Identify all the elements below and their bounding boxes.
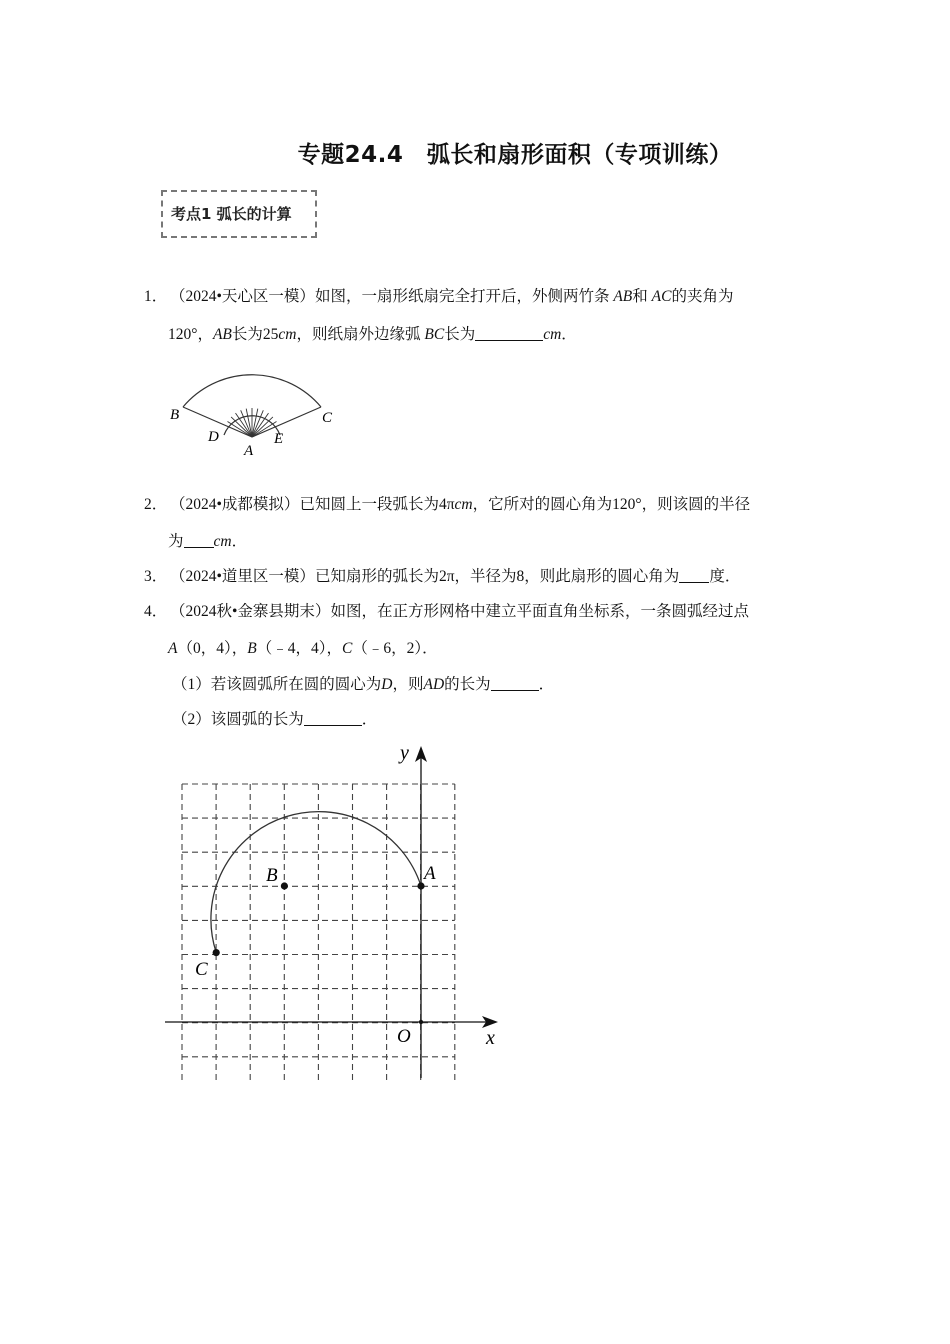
q1-number: 1． xyxy=(144,288,168,305)
q4-ad: AD xyxy=(423,676,445,693)
dashed-grid xyxy=(182,784,455,1083)
q3-source: （2024•道里区一模） xyxy=(170,568,315,585)
label-a: A xyxy=(424,863,436,884)
label-o: O xyxy=(397,1026,411,1047)
q1-text: 的夹角为 xyxy=(671,288,734,305)
label-y: y xyxy=(400,742,409,764)
fan-figure xyxy=(166,355,346,460)
q3-number: 3． xyxy=(144,568,168,585)
q4-line2 xyxy=(168,638,438,660)
q2-value: 4π xyxy=(438,496,455,513)
page-title: 专题24.4 弧长和扇形面积（专项训练） xyxy=(297,142,733,168)
q1-text: 和 xyxy=(632,288,648,305)
q3-answer-blank[interactable] xyxy=(679,566,709,583)
q4-sub2-answer-blank[interactable] xyxy=(304,709,362,726)
q2-source: （2024•成都模拟） xyxy=(170,496,300,513)
q1-ab: AB xyxy=(613,288,633,305)
q4-source: （2024秋•金寨县期末） xyxy=(170,603,331,620)
q4-coord-c: （﹣6，2）． xyxy=(352,640,438,657)
q4-point-c: C xyxy=(341,640,353,657)
q1-bc: BC xyxy=(424,326,445,343)
origin-dot xyxy=(419,1020,423,1024)
q1-unit: cm xyxy=(278,326,297,343)
q3-text: ，则此扇形的圆心角为 xyxy=(524,568,680,585)
q2-text: 已知圆上一段弧长为 xyxy=(299,496,439,513)
q2-unit: cm xyxy=(454,496,473,513)
q4-coord-b: （﹣4，4）， xyxy=(256,640,342,657)
q4-end: ． xyxy=(361,711,378,728)
q1-ab: AB xyxy=(212,326,232,343)
label-a: A xyxy=(244,443,254,459)
label-d: D xyxy=(208,429,219,445)
q1-value: 25 xyxy=(262,326,279,343)
q2-text: 为 xyxy=(168,533,184,550)
label-x: x xyxy=(486,1027,495,1049)
q1-line2 xyxy=(168,324,577,346)
grid-figure xyxy=(160,738,505,1083)
q2-text: ，它所对的圆心角为 xyxy=(472,496,613,513)
q3-value: 8 xyxy=(516,568,525,585)
circular-arc xyxy=(211,812,421,953)
point-c xyxy=(213,949,220,956)
label-c: C xyxy=(322,410,333,426)
q1-text: ，则纸扇外边缘弧 xyxy=(296,326,421,343)
q4-text: 的长为 xyxy=(444,676,491,693)
q2-unit: cm xyxy=(213,533,232,550)
q1-end: ． xyxy=(561,326,577,343)
label-b: B xyxy=(266,865,278,886)
fan-outer-arc xyxy=(183,375,321,407)
fan-ribs xyxy=(228,408,277,437)
q4-text: （1）若该圆弧所在圆的圆心为 xyxy=(172,676,382,693)
q2-line2 xyxy=(168,531,247,553)
q4-sub1-answer-blank[interactable] xyxy=(491,674,539,691)
q4-text: （2）该圆弧的长为 xyxy=(172,711,304,728)
q4-coord-a: （0，4）， xyxy=(177,640,248,657)
q3-text: 度． xyxy=(709,568,741,585)
q3-text: ，半径为 xyxy=(454,568,517,585)
q4-text: ，则 xyxy=(392,676,424,693)
q3-line1 xyxy=(144,566,740,588)
q2-text: 120°，则该圆的半径 xyxy=(612,496,751,513)
q1-text: 长为 xyxy=(444,326,476,343)
q1-answer-blank[interactable] xyxy=(475,324,543,341)
point-b xyxy=(281,882,288,889)
q4-line1 xyxy=(144,601,749,623)
q4-sub1 xyxy=(172,674,554,696)
q1-ac: AC xyxy=(651,288,672,305)
q3-text: 已知扇形的弧长为 xyxy=(314,568,439,585)
label-e: E xyxy=(274,431,284,447)
q2-answer-blank[interactable] xyxy=(184,531,214,548)
q4-point-d: D xyxy=(381,676,393,693)
q1-text: 120°， xyxy=(168,326,213,343)
q1-source: （2024•天心区一模） xyxy=(170,288,315,305)
q3-value: 2π xyxy=(438,568,455,585)
q4-point-b: B xyxy=(247,640,257,657)
q2-number: 2． xyxy=(144,496,168,513)
q1-unit: cm xyxy=(543,326,562,343)
q4-text: 如图，在正方形网格中建立平面直角坐标系，一条圆弧经过点 xyxy=(330,603,749,620)
q4-end: ． xyxy=(538,676,555,693)
q1-text: 如图，一扇形纸扇完全打开后，外侧两竹条 xyxy=(314,288,610,305)
q2-end: ． xyxy=(231,533,248,550)
label-b: B xyxy=(170,407,180,423)
q1-line1 xyxy=(144,286,733,308)
q1-text: 长为 xyxy=(231,326,263,343)
q4-point-a: A xyxy=(168,640,178,657)
section-label: 考点1 弧长的计算 xyxy=(161,190,317,238)
q4-sub2 xyxy=(172,709,377,731)
q2-line1 xyxy=(144,494,750,516)
label-c: C xyxy=(195,959,208,980)
q4-number: 4． xyxy=(144,603,168,620)
